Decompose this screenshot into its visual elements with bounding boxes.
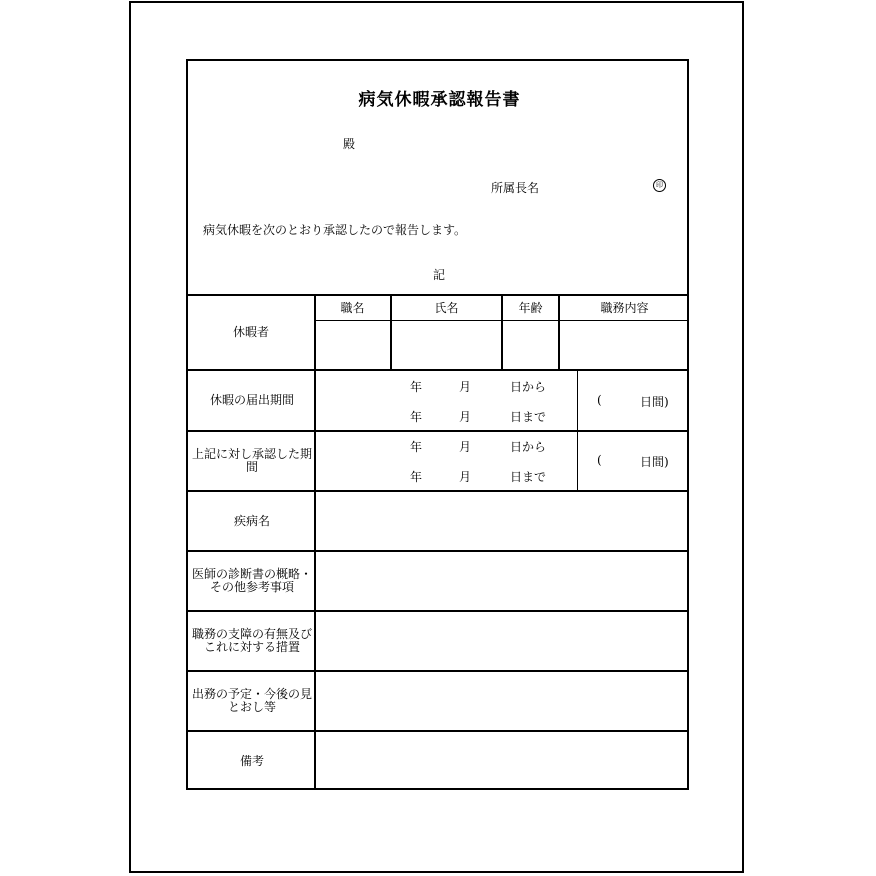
requested-to-day: 日まで xyxy=(510,410,547,424)
outlook-label: 出務の予定・今後の見とおし等 xyxy=(192,687,313,714)
approved-days: 日間) xyxy=(640,455,669,469)
col-name: 氏名 xyxy=(434,300,459,315)
remarks-label: 備考 xyxy=(239,753,264,768)
approved-to-month: 月 xyxy=(459,470,472,484)
approved-from-year: 年 xyxy=(410,440,423,454)
diagnosis-label: 医師の診断書の概略・その他参考事項 xyxy=(192,567,313,594)
rule-period-days xyxy=(577,369,578,490)
head-name-label: 所属長名 xyxy=(491,181,540,195)
addressee-suffix: 殿 xyxy=(343,137,356,151)
approved-period-label: 上記に対し承認した期間 xyxy=(192,447,313,474)
approved-to-day: 日まで xyxy=(510,470,547,484)
requested-from-month: 月 xyxy=(459,380,472,394)
approved-from-day: 日から xyxy=(510,440,547,454)
requested-days: 日間) xyxy=(640,395,669,409)
col-duties: 職務内容 xyxy=(600,300,649,315)
rule-label-column xyxy=(314,294,316,790)
requested-paren-open: ( xyxy=(597,393,602,407)
requested-to-year: 年 xyxy=(410,410,423,424)
employee-row-label: 休暇者 xyxy=(232,325,269,339)
requested-period-label: 休暇の届出期間 xyxy=(209,393,294,407)
approval-form xyxy=(186,59,689,790)
intro-text: 病気休暇を次のとおり承認したので報告します。 xyxy=(203,223,467,237)
requested-from-day: 日から xyxy=(510,380,547,394)
ki-label: 記 xyxy=(433,268,446,282)
col-position: 職名 xyxy=(340,300,365,315)
illness-label: 疾病名 xyxy=(233,513,270,528)
approved-to-year: 年 xyxy=(410,470,423,484)
form-title: 病気休暇承認報告書 xyxy=(358,90,521,110)
requested-from-year: 年 xyxy=(410,380,423,394)
impact-label: 職務の支障の有無及びこれに対する措置 xyxy=(192,627,313,654)
requested-to-month: 月 xyxy=(459,410,472,424)
approved-from-month: 月 xyxy=(459,440,472,454)
seal-mark: 印 xyxy=(653,179,666,192)
col-age: 年齢 xyxy=(518,300,543,315)
approved-paren-open: ( xyxy=(597,453,602,467)
